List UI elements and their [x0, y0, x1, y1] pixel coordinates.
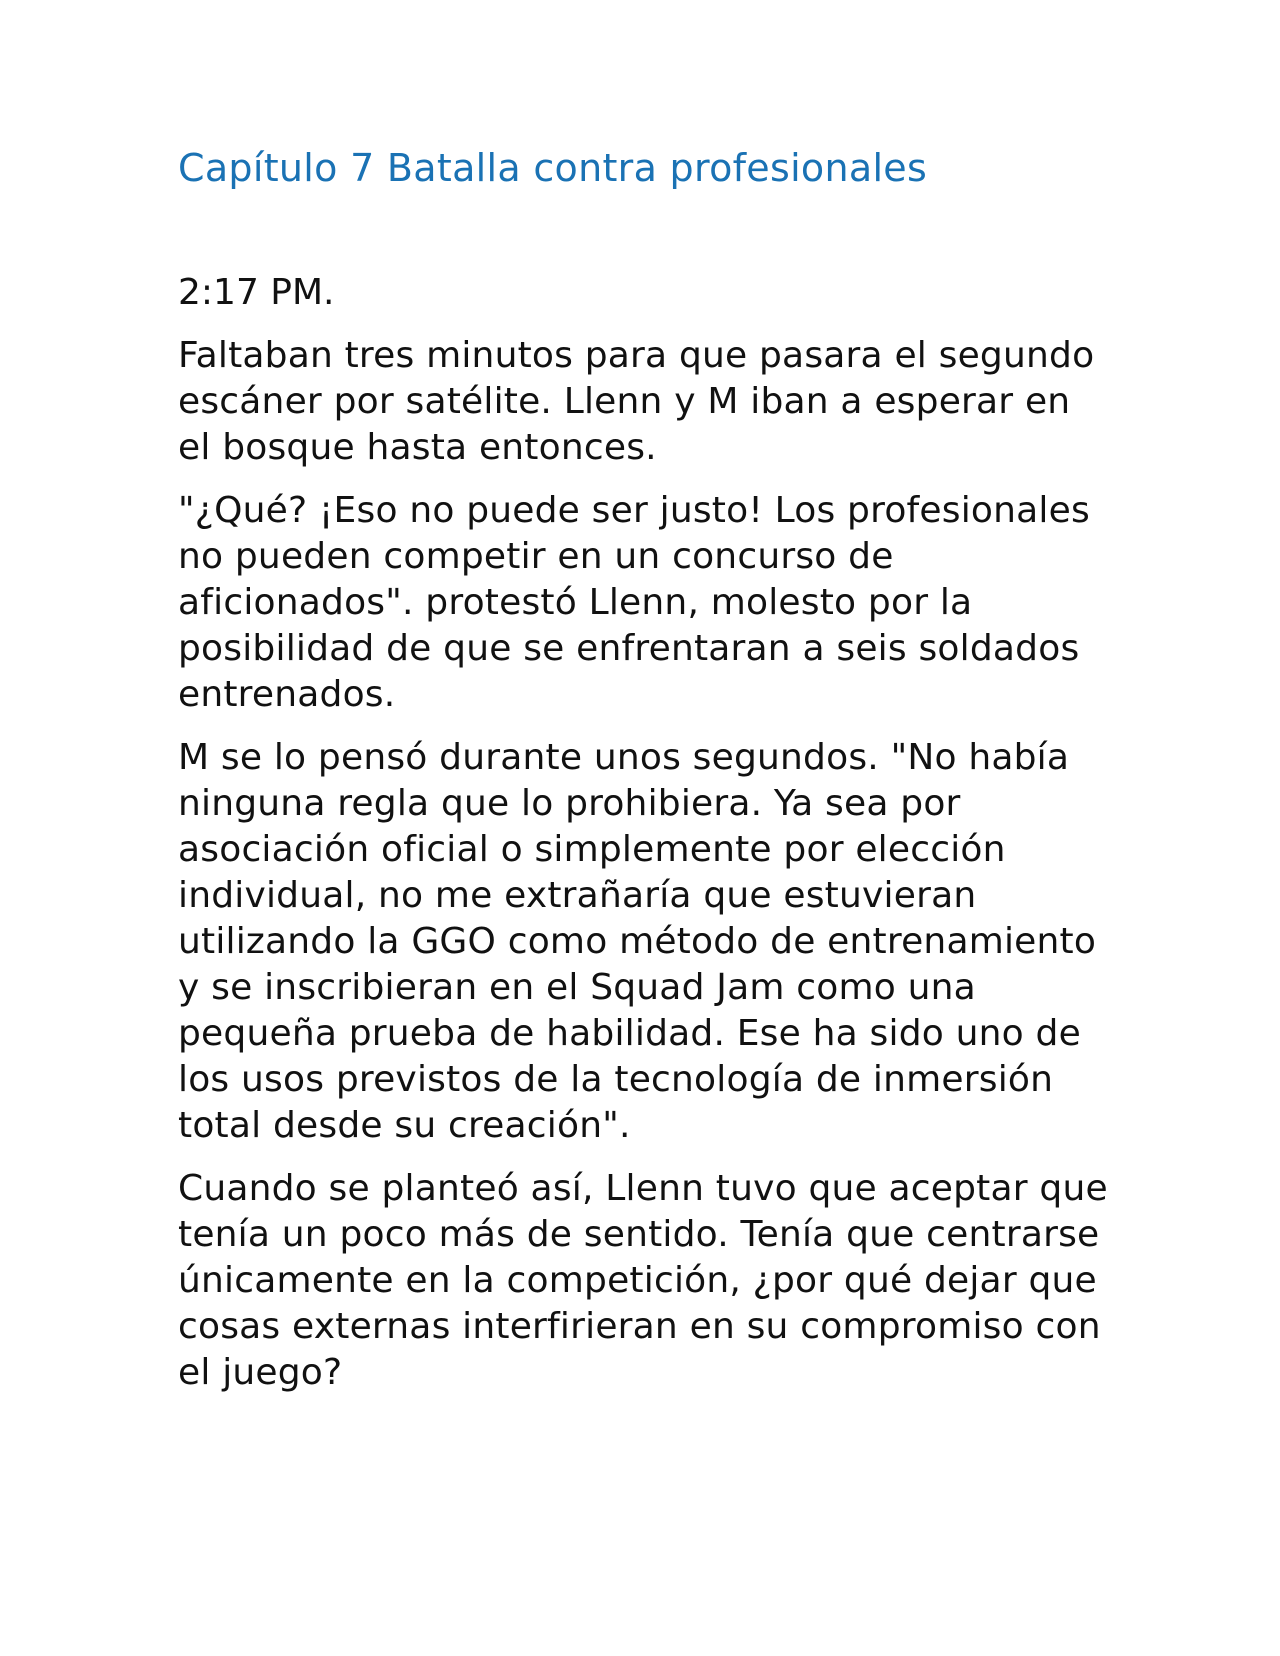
document-page: [178, 146, 1108, 1396]
time-stamp: 2:17 PM.: [178, 271, 335, 313]
paragraph-3: M se lo pensó durante unos segundos. "No había ninguna regla que lo prohibiera. Ya sea por asociación oficial o simplemente por elección individual, no me extrañaría que estuvieran utilizando la GGO como método de entrenamiento y se inscribieran en el Squad Jam como una pequeña prueba de habilidad. Ese ha sido uno de los usos previstos de la tecnología de inmersión total desde su creación".: [178, 736, 1097, 1146]
chapter-title: Capítulo 7 Batalla contra profesionales: [178, 146, 928, 190]
paragraph-1: Faltaban tres minutos para que pasara el segundo escáner por satélite. Llenn y M iban a esperar en el bosque hasta entonces.: [178, 334, 1095, 468]
paragraph-2: "¿Qué? ¡Eso no puede ser justo! Los profesionales no pueden competir en un concurso de aficionados". protestó Llenn, molesto por la posibilidad de que se enfrentaran a seis soldados entrenados.: [178, 489, 1090, 715]
paragraph-4: Cuando se planteó así, Llenn tuvo que aceptar que tenía un poco más de sentido. Tenía que centrarse únicamente en la competición, ¿por qué dejar que cosas externas interfirieran en su compromiso con el juego?: [178, 1167, 1108, 1393]
